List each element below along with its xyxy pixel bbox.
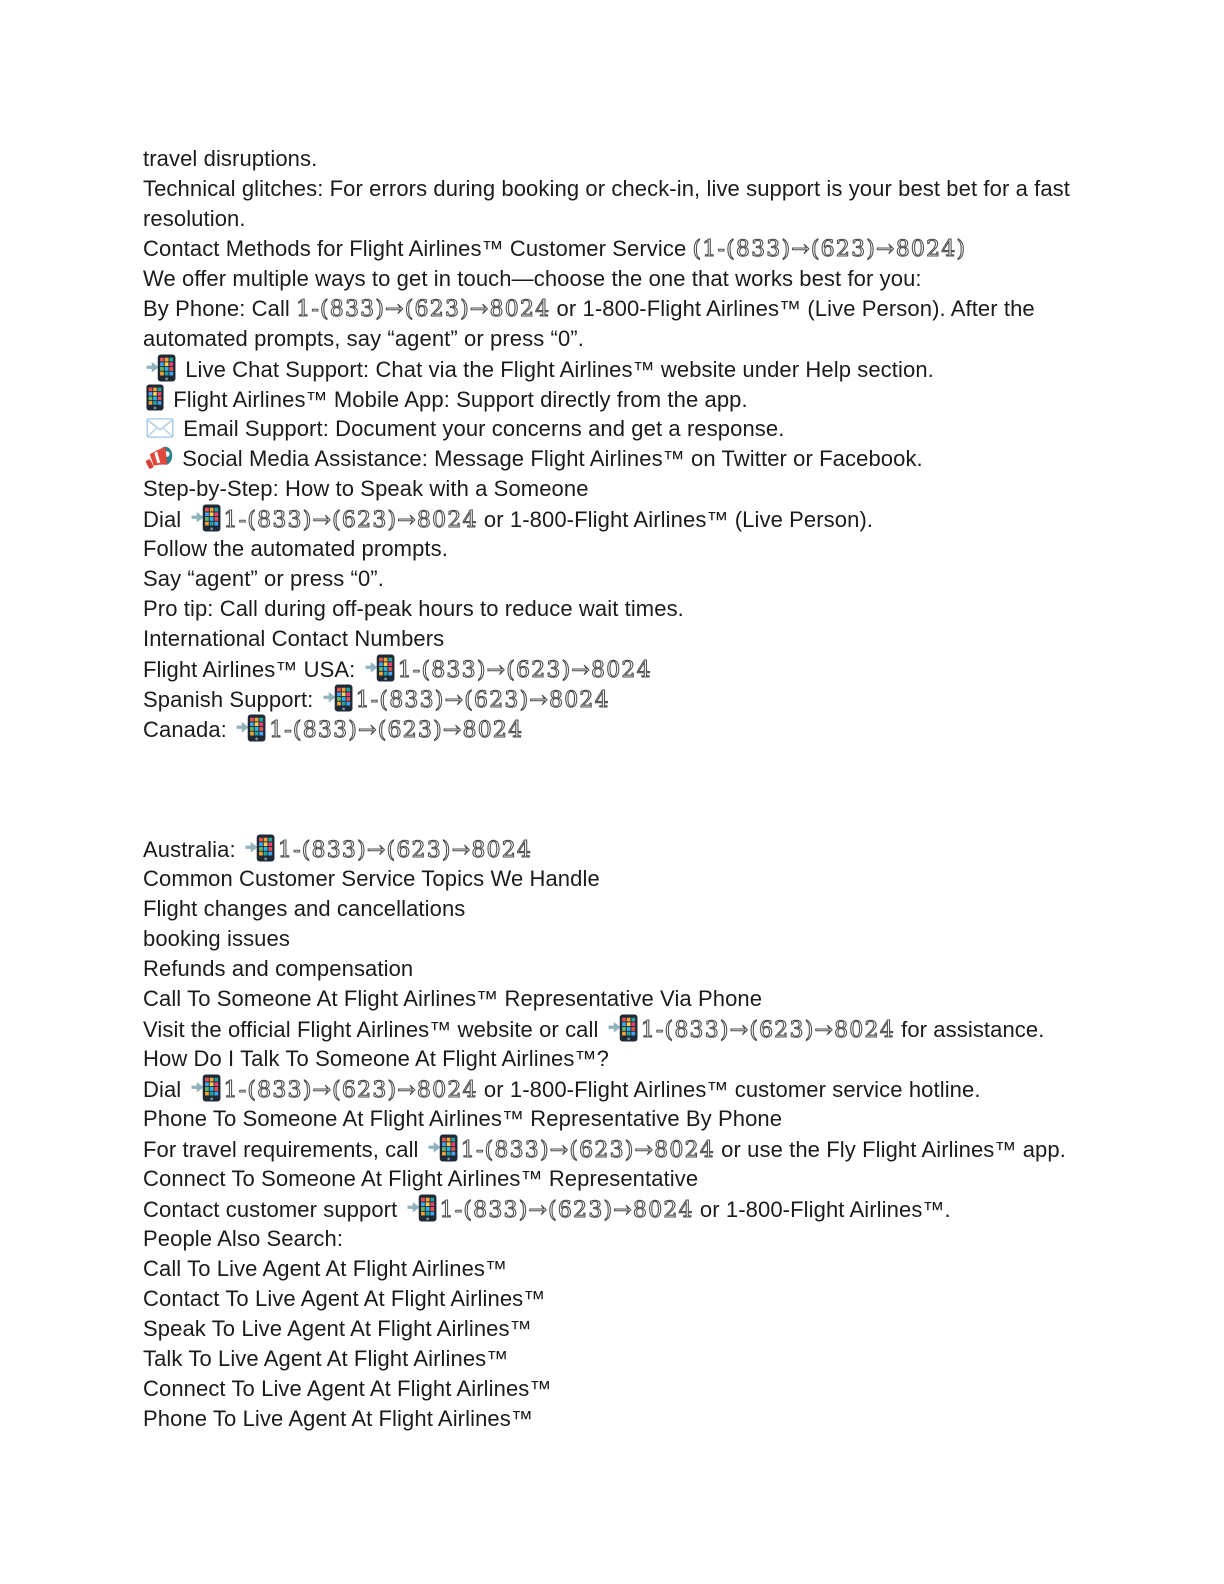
text-line bbox=[143, 504, 1103, 534]
text-run: By Phone: Call bbox=[143, 296, 297, 321]
phone-number: 1-(833)→(623)→8024 bbox=[640, 1018, 895, 1043]
blank-line bbox=[143, 804, 1103, 834]
text-run: Dial bbox=[143, 1077, 188, 1102]
text-line bbox=[143, 1314, 1103, 1344]
text-line bbox=[143, 954, 1103, 984]
phone-arrow-icon bbox=[428, 1134, 458, 1162]
text-run: Common Customer Service Topics We Handle bbox=[143, 866, 600, 891]
text-line bbox=[143, 264, 1103, 294]
text-run: International Contact Numbers bbox=[143, 626, 445, 651]
text-run: Email Support: Document your concerns and get a response. bbox=[177, 416, 785, 441]
text-run: We offer multiple ways to get in touch—choose the one that works best for you: bbox=[143, 266, 922, 291]
text-line bbox=[143, 594, 1103, 624]
phone-number: 1-(833)→(623)→8024 bbox=[460, 1138, 715, 1163]
text-run: Social Media Assistance: Message Flight Airlines™ on Twitter or Facebook. bbox=[176, 446, 923, 471]
text-run: Speak To Live Agent At Flight Airlines™ bbox=[143, 1316, 532, 1341]
text-run: travel disruptions. bbox=[143, 146, 318, 171]
text-run: or 1-800-Flight Airlines™. bbox=[693, 1197, 951, 1222]
text-line bbox=[143, 1224, 1103, 1254]
text-run: automated prompts, say “agent” or press “0”. bbox=[143, 326, 584, 351]
megaphone-icon bbox=[146, 445, 173, 471]
text-run: Refunds and compensation bbox=[143, 956, 414, 981]
text-line bbox=[143, 834, 1103, 864]
text-line bbox=[143, 234, 1103, 264]
text-line bbox=[143, 144, 1103, 174]
text-run: Visit the official Flight Airlines™ website or call bbox=[143, 1017, 605, 1042]
text-line bbox=[143, 894, 1103, 924]
text-run: Flight Airlines™ USA: bbox=[143, 657, 362, 682]
text-run: resolution. bbox=[143, 206, 246, 231]
text-run: Talk To Live Agent At Flight Airlines™ bbox=[143, 1346, 509, 1371]
phone-arrow-icon bbox=[146, 354, 176, 382]
document-body bbox=[143, 144, 1103, 1434]
text-line bbox=[143, 1044, 1103, 1074]
text-line bbox=[143, 1254, 1103, 1284]
text-run: or 1-800-Flight Airlines™ customer service hotline. bbox=[477, 1077, 981, 1102]
text-line bbox=[143, 414, 1103, 444]
text-run: Flight changes and cancellations bbox=[143, 896, 466, 921]
text-run: Step-by-Step: How to Speak with a Someone bbox=[143, 476, 589, 501]
text-run: Connect To Live Agent At Flight Airlines™ bbox=[143, 1376, 552, 1401]
phone-arrow-icon bbox=[608, 1014, 638, 1042]
text-line bbox=[143, 1134, 1103, 1164]
text-run: For travel requirements, call bbox=[143, 1137, 425, 1162]
text-line bbox=[143, 1284, 1103, 1314]
text-run: or use the Fly Flight Airlines™ app. bbox=[714, 1137, 1066, 1162]
text-run: Follow the automated prompts. bbox=[143, 536, 448, 561]
phone-number: 1-(833)→(623)→8024 bbox=[269, 718, 524, 743]
text-run: Flight Airlines™ Mobile App: Support directly from the app. bbox=[167, 387, 748, 412]
text-run: Live Chat Support: Chat via the Flight Airlines™ website under Help section. bbox=[179, 357, 934, 382]
phone-arrow-icon bbox=[191, 504, 221, 532]
text-run: Pro tip: Call during off-peak hours to reduce wait times. bbox=[143, 596, 684, 621]
text-line bbox=[143, 1404, 1103, 1434]
text-run: for assistance. bbox=[894, 1017, 1045, 1042]
phone-number: 1-(833)→(623)→8024 bbox=[296, 297, 551, 322]
phone-arrow-icon bbox=[365, 654, 395, 682]
text-run: Australia: bbox=[143, 837, 242, 862]
text-line bbox=[143, 684, 1103, 714]
phone-icon bbox=[146, 384, 164, 411]
text-line bbox=[143, 444, 1103, 474]
text-line bbox=[143, 1374, 1103, 1404]
text-line bbox=[143, 714, 1103, 744]
phone-arrow-icon bbox=[323, 684, 353, 712]
phone-number: 1-(833)→(623)→8024 bbox=[277, 838, 533, 863]
text-line bbox=[143, 1344, 1103, 1374]
text-line bbox=[143, 624, 1103, 654]
text-line bbox=[143, 984, 1103, 1014]
text-run: Phone To Live Agent At Flight Airlines™ bbox=[143, 1406, 533, 1431]
text-run: Contact customer support bbox=[143, 1197, 404, 1222]
phone-number: 1-(833)→(623)→8024 bbox=[439, 1198, 694, 1223]
phone-arrow-icon bbox=[407, 1194, 437, 1222]
text-run: Spanish Support: bbox=[143, 687, 320, 712]
text-line bbox=[143, 384, 1103, 414]
text-line bbox=[143, 174, 1103, 204]
text-run: Say “agent” or press “0”. bbox=[143, 566, 384, 591]
phone-arrow-icon bbox=[245, 834, 275, 862]
text-line bbox=[143, 864, 1103, 894]
phone-number: 1-(833)→(623)→8024 bbox=[355, 688, 610, 713]
text-line bbox=[143, 564, 1103, 594]
text-line bbox=[143, 474, 1103, 504]
text-line bbox=[143, 654, 1103, 684]
text-line bbox=[143, 294, 1103, 324]
text-line bbox=[143, 204, 1103, 234]
phone-number: 1-(833)→(623)→8024 bbox=[223, 508, 478, 533]
text-run: or 1-800-Flight Airlines™ (Live Person). After the bbox=[550, 296, 1035, 321]
text-run: Technical glitches: For errors during booking or check-in, live support is your best bet for a fast bbox=[143, 176, 1070, 201]
text-run: Contact Methods for Flight Airlines™ Customer Service bbox=[143, 236, 693, 261]
text-line bbox=[143, 324, 1103, 354]
text-line bbox=[143, 1194, 1103, 1224]
text-run: or 1-800-Flight Airlines™ (Live Person). bbox=[477, 507, 874, 532]
text-run: Contact To Live Agent At Flight Airlines™ bbox=[143, 1286, 546, 1311]
envelope-icon bbox=[146, 418, 174, 438]
phone-arrow-icon bbox=[191, 1074, 221, 1102]
text-run: booking issues bbox=[143, 926, 290, 951]
text-line bbox=[143, 1074, 1103, 1104]
blank-line bbox=[143, 774, 1103, 804]
blank-line bbox=[143, 744, 1103, 774]
text-run: Connect To Someone At Flight Airlines™ Representative bbox=[143, 1166, 699, 1191]
text-line bbox=[143, 1104, 1103, 1134]
text-line bbox=[143, 1164, 1103, 1194]
text-run: People Also Search: bbox=[143, 1226, 344, 1251]
text-run: Phone To Someone At Flight Airlines™ Representative By Phone bbox=[143, 1106, 783, 1131]
text-run: Call To Live Agent At Flight Airlines™ bbox=[143, 1256, 508, 1281]
text-line bbox=[143, 354, 1103, 384]
text-line bbox=[143, 534, 1103, 564]
phone-number: (1-(833)→(623)→8024) bbox=[692, 237, 967, 262]
text-run: Canada: bbox=[143, 717, 234, 742]
phone-number: 1-(833)→(623)→8024 bbox=[397, 658, 652, 683]
phone-number: 1-(833)→(623)→8024 bbox=[223, 1078, 478, 1103]
text-run: How Do I Talk To Someone At Flight Airlines™? bbox=[143, 1046, 609, 1071]
text-line bbox=[143, 924, 1103, 954]
text-line bbox=[143, 1014, 1103, 1044]
phone-arrow-icon bbox=[236, 714, 266, 742]
text-run: Dial bbox=[143, 507, 188, 532]
text-run: Call To Someone At Flight Airlines™ Representative Via Phone bbox=[143, 986, 763, 1011]
